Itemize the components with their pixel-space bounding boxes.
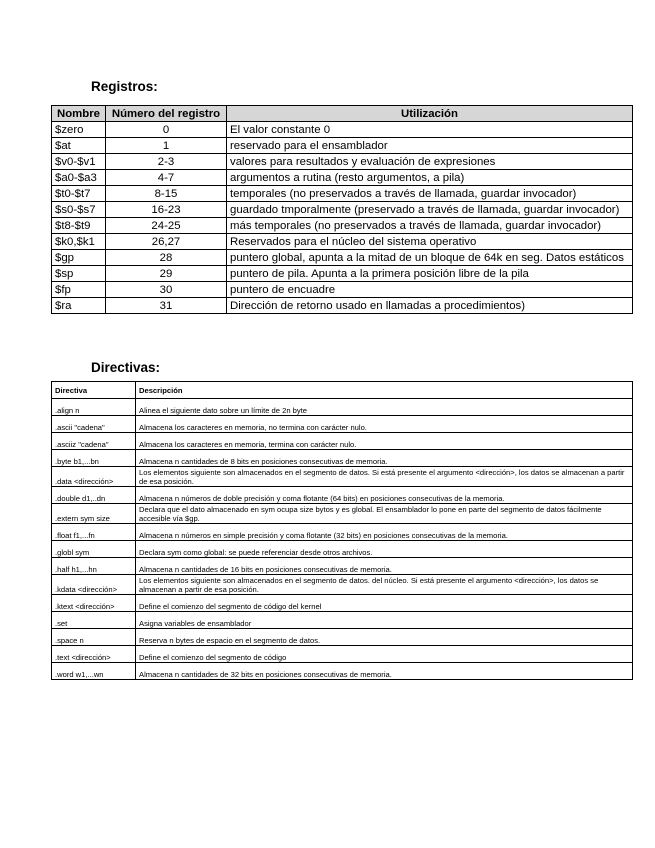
register-number: 30: [106, 282, 227, 298]
table-row: [52, 138, 633, 154]
table-row: [52, 595, 633, 612]
register-name: $s0-$s7: [52, 202, 106, 218]
table-row: [52, 524, 633, 541]
register-number: 1: [106, 138, 227, 154]
header-numero-registro: Número del registro: [106, 106, 227, 122]
table-row: [52, 202, 633, 218]
register-number: 31: [106, 298, 227, 314]
directive-description: Almacena n cantidades de 8 bits en posiciones consecutivas de memoria.: [136, 450, 633, 467]
table-row: [52, 504, 633, 524]
table-row: [52, 558, 633, 575]
register-usage: puntero de pila. Apunta a la primera posición libre de la pila: [227, 266, 633, 282]
directive-name: .kdata <dirección>: [52, 575, 136, 595]
register-name: $t0-$t7: [52, 186, 106, 202]
table-row: [52, 433, 633, 450]
directive-description: Declara que el dato almacenado en sym ocupa size bytos y es global. El ensamblador lo pone en parte del segmento de datos fácilmente accesible vía $gp.: [136, 504, 633, 524]
directives-title: Directivas:: [91, 360, 161, 375]
directive-name: .space n: [52, 629, 136, 646]
table-row: [52, 450, 633, 467]
directive-name: .byte b1,...bn: [52, 450, 136, 467]
table-row: [52, 575, 633, 595]
directives-header-row: [52, 382, 633, 399]
directive-description: Define el comienzo del segmento de código del kernel: [136, 595, 633, 612]
register-usage: Dirección de retorno usado en llamadas a procedimientos): [227, 298, 633, 314]
table-row: [52, 487, 633, 504]
header-directiva: Directiva: [52, 382, 136, 399]
register-usage: más temporales (no preservados a través de llamada, guardar invocador): [227, 218, 633, 234]
table-row: [52, 234, 633, 250]
directive-name: .data <dirección>: [52, 467, 136, 487]
table-row: [52, 218, 633, 234]
register-usage: El valor constante 0: [227, 122, 633, 138]
register-name: $ra: [52, 298, 106, 314]
table-row: [52, 186, 633, 202]
table-row: [52, 250, 633, 266]
register-name: $t8-$t9: [52, 218, 106, 234]
directive-description: Almacena los caracteres en memoria, termina con carácter nulo.: [136, 433, 633, 450]
directive-name: .set: [52, 612, 136, 629]
register-usage: valores para resultados y evaluación de expresiones: [227, 154, 633, 170]
table-row: [52, 399, 633, 416]
register-usage: puntero de encuadre: [227, 282, 633, 298]
directive-description: Alinea el siguiente dato sobre un límite de 2n byte: [136, 399, 633, 416]
directive-description: Almacena n cantidades de 16 bits en posiciones consecutivas de memoria.: [136, 558, 633, 575]
directives-table: [51, 381, 633, 680]
header-utilizacion: Utilización: [227, 106, 633, 122]
directive-description: Los elementos siguiente son almacenados en el segmento de datos. Si está presente el argumento <dirección>, los datos se almacenan a partir de esa posición.: [136, 467, 633, 487]
register-number: 16-23: [106, 202, 227, 218]
table-row: [52, 629, 633, 646]
table-row: [52, 646, 633, 663]
register-number: 24-25: [106, 218, 227, 234]
register-name: $k0,$k1: [52, 234, 106, 250]
table-row: [52, 154, 633, 170]
registers-table: [51, 105, 633, 314]
table-row: [52, 467, 633, 487]
directive-name: .word w1,...wn: [52, 663, 136, 680]
directive-name: .ktext <dirección>: [52, 595, 136, 612]
directive-description: Define el comienzo del segmento de código: [136, 646, 633, 663]
directive-name: .asciiz "cadena": [52, 433, 136, 450]
register-name: $a0-$a3: [52, 170, 106, 186]
register-usage: reservado para el ensamblador: [227, 138, 633, 154]
directive-description: Almacena los caracteres en memoria, no termina con carácter nulo.: [136, 416, 633, 433]
table-row: [52, 122, 633, 138]
directive-description: Almacena n números de doble precisión y coma flotante (64 bits) en posiciones consecutivas de la memoria.: [136, 487, 633, 504]
directive-name: .globl sym: [52, 541, 136, 558]
register-name: $fp: [52, 282, 106, 298]
header-descripcion: Descripción: [136, 382, 633, 399]
register-number: 26,27: [106, 234, 227, 250]
register-usage: puntero global, apunta a la mitad de un bloque de 64k en seg. Datos estáticos: [227, 250, 633, 266]
register-name: $sp: [52, 266, 106, 282]
directive-name: .float f1,...fn: [52, 524, 136, 541]
directive-name: .double d1,..dn: [52, 487, 136, 504]
table-row: [52, 298, 633, 314]
table-row: [52, 541, 633, 558]
directive-description: Almacena n cantidades de 32 bits en posiciones consecutivas de memoria.: [136, 663, 633, 680]
table-row: [52, 416, 633, 433]
header-nombre: Nombre: [52, 106, 106, 122]
table-row: [52, 170, 633, 186]
directive-name: .align n: [52, 399, 136, 416]
register-usage: Reservados para el núcleo del sistema operativo: [227, 234, 633, 250]
table-row: [52, 266, 633, 282]
directive-name: .text <dirección>: [52, 646, 136, 663]
register-number: 28: [106, 250, 227, 266]
directive-name: .half h1,...hn: [52, 558, 136, 575]
register-name: $at: [52, 138, 106, 154]
directive-name: .ascii "cadena": [52, 416, 136, 433]
registers-header-row: [52, 106, 633, 122]
register-name: $gp: [52, 250, 106, 266]
register-usage: argumentos a rutina (resto argumentos, a pila): [227, 170, 633, 186]
directive-description: Reserva n bytes de espacio en el segmento de datos.: [136, 629, 633, 646]
register-number: 29: [106, 266, 227, 282]
register-number: 4-7: [106, 170, 227, 186]
directive-name: .extern sym size: [52, 504, 136, 524]
register-number: 0: [106, 122, 227, 138]
table-row: [52, 612, 633, 629]
register-number: 8-15: [106, 186, 227, 202]
directive-description: Almacena n números en simple precisión y coma flotante (32 bits) en posiciones consecutivas de la memoria.: [136, 524, 633, 541]
register-name: $v0-$v1: [52, 154, 106, 170]
table-row: [52, 282, 633, 298]
register-usage: temporales (no preservados a través de llamada, guardar invocador): [227, 186, 633, 202]
table-row: [52, 663, 633, 680]
directive-description: Declara sym como global: se puede referenciar desde otros archivos.: [136, 541, 633, 558]
register-name: $zero: [52, 122, 106, 138]
directive-description: Los elementos siguiente son almacenados en el segmento de datos. del núcleo. Si está presente el argumento <dirección>, los datos se almacenan a partir de esa posición.: [136, 575, 633, 595]
register-usage: guardado tmporalmente (preservado a través de llamada, guardar invocador): [227, 202, 633, 218]
register-number: 2-3: [106, 154, 227, 170]
directive-description: Asigna variables de ensamblador: [136, 612, 633, 629]
registers-title: Registros:: [91, 79, 158, 94]
